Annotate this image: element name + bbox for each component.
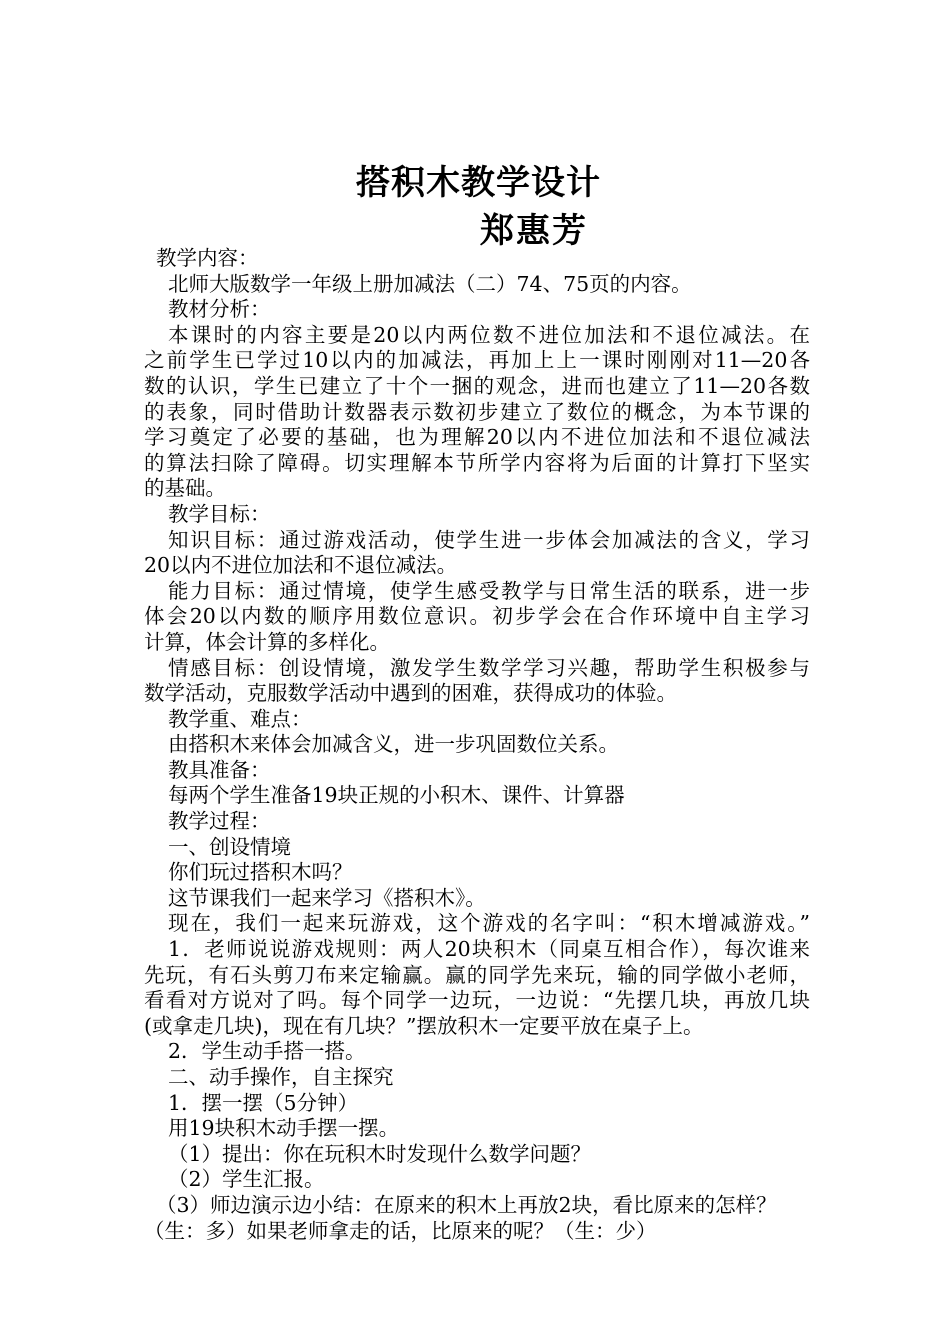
paragraph-line: 北师大版数学一年级上册加减法（二）74、75页的内容。 <box>168 271 692 296</box>
section-heading: 教学目标： <box>168 501 271 526</box>
paragraph-line: 用19块积木动手摆一摆。 <box>168 1116 400 1141</box>
paragraph-line: 先玩，有石头剪刀布来定输赢。赢的同学先来玩，输的同学做小老师， <box>144 962 810 987</box>
document-title: 搭积木教学设计 <box>356 163 601 203</box>
paragraph-line: 本课时的内容主要是20以内两位数不进位加法和不退位减法。在 <box>168 322 810 347</box>
paragraph-line: 2．学生动手搭一搭。 <box>168 1039 366 1064</box>
section-heading: 一、创设情境 <box>168 834 291 859</box>
paragraph-line: 每两个学生准备19块正规的小积木、课件、计算器 <box>168 783 625 808</box>
paragraph-line: 数学活动，克服数学活动中遇到的困难，获得成功的体验。 <box>144 681 677 706</box>
paragraph-line: 计算，体会计算的多样化。 <box>144 629 390 654</box>
document-body <box>144 246 810 1244</box>
document-author: 郑惠芳 <box>480 211 588 251</box>
section-heading: 教学内容： <box>156 246 259 270</box>
paragraph-line: 20以内不进位加法和不退位减法。 <box>144 553 458 578</box>
paragraph-line: 你们玩过搭积木吗？ <box>168 860 353 885</box>
paragraph-line: 看看对方说对了吗。每个同学一边玩，一边说：“先摆几块，再放几块 <box>144 988 810 1013</box>
paragraph-line: （3）师边演示边小结：在原来的积木上再放2块，看比原来的怎样？ <box>156 1192 777 1217</box>
paragraph-line: 之前学生已学过10以内的加减法，再加上上一课时刚刚对11—20各 <box>144 348 810 373</box>
section-heading: 教具准备： <box>168 757 271 782</box>
paragraph-line: 知识目标：通过游戏活动，使学生进一步体会加减法的含义，学习 <box>168 527 810 552</box>
paragraph-line: (或拿走几块)，现在有几块？”摆放积木一定要平放在桌子上。 <box>144 1013 704 1038</box>
paragraph-line: （生：多）如果老师拿走的话，比原来的呢？（生：少） <box>144 1218 657 1243</box>
paragraph-line: 数的认识，学生已建立了十个一捆的观念，进而也建立了11—20各数 <box>144 373 810 398</box>
paragraph-line: 这节课我们一起来学习《搭积木》。 <box>168 885 486 910</box>
paragraph-line: 的基础。 <box>144 476 226 501</box>
section-heading: 教学过程： <box>168 809 271 834</box>
section-heading: 教材分析： <box>168 297 271 322</box>
paragraph-line: 1．老师说说游戏规则：两人20块积木（同桌互相合作），每次谁来 <box>168 937 810 962</box>
paragraph-line: 体会20以内数的顺序用数位意识。初步学会在合作环境中自主学习 <box>144 604 810 629</box>
section-heading: 教学重、难点： <box>168 706 312 731</box>
paragraph-line: 1．摆一摆（5分钟） <box>168 1090 359 1115</box>
paragraph-line: （2）学生汇报。 <box>168 1167 325 1192</box>
paragraph-line: 现在，我们一起来玩游戏，这个游戏的名字叫：“积木增减游戏。” <box>168 911 810 936</box>
paragraph-line: 情感目标：创设情境，激发学生数学学习兴趣，帮助学生积极参与 <box>168 655 810 680</box>
paragraph-line: （1）提出：你在玩积木时发现什么数学问题？ <box>168 1141 592 1166</box>
paragraph-line: 学习奠定了必要的基础，也为理解20以内不进位加法和不退位减法 <box>144 425 810 450</box>
paragraph-line: 由搭积木来体会加减含义，进一步巩固数位关系。 <box>168 732 619 757</box>
paragraph-line: 能力目标：通过情境，使学生感受教学与日常生活的联系，进一步 <box>168 578 810 603</box>
paragraph-line: 的表象，同时借助计数器表示数初步建立了数位的概念，为本节课的 <box>144 399 810 424</box>
paragraph-line: 的算法扫除了障碍。切实理解本节所学内容将为后面的计算打下坚实 <box>144 450 810 475</box>
section-heading: 二、动手操作，自主探究 <box>168 1065 394 1089</box>
